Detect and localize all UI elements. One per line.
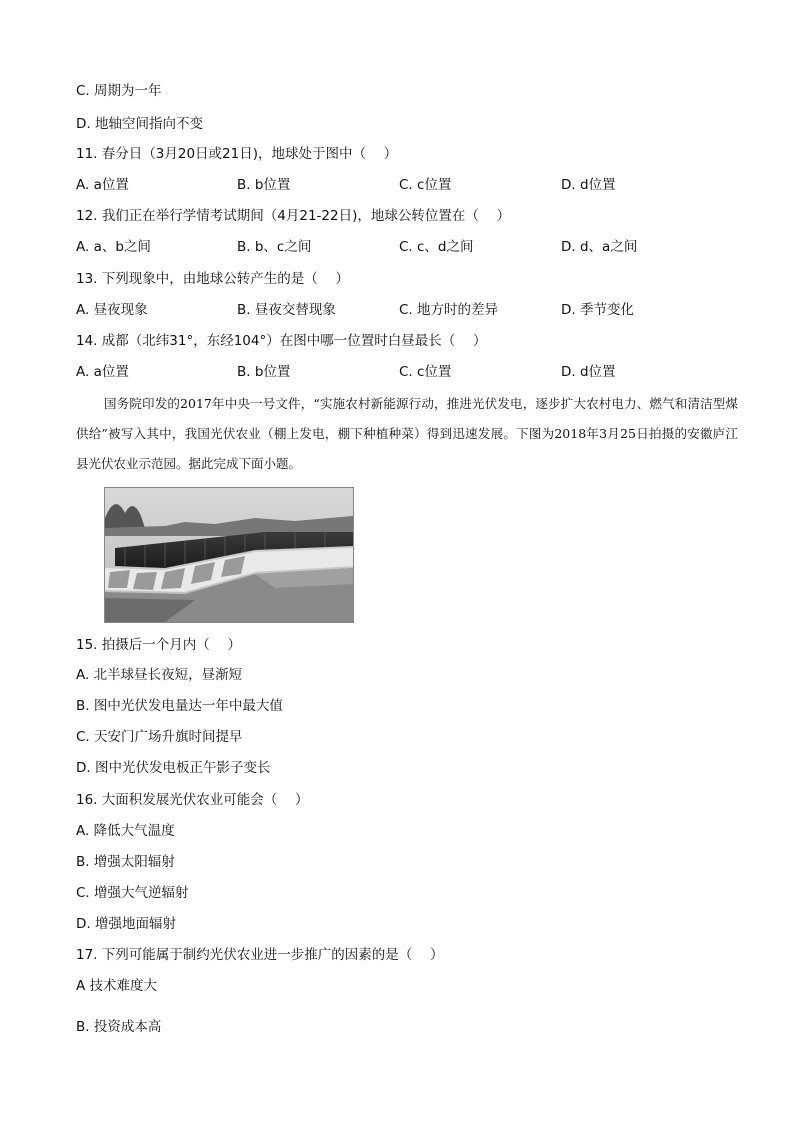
question-13: 13. 下列现象中，由地球公转产生的是（ ） [76,271,350,287]
q12-option-c: C. c、d之间 [399,239,474,255]
question-17: 17. 下列可能属于制约光伏农业进一步推广的因素的是（ ） [76,947,444,963]
question-11: 11. 春分日（3月20日或21日)，地球处于图中（ ） [76,146,398,162]
q14-option-d: D. d位置 [561,364,616,380]
q11-option-d: D. d位置 [561,177,616,193]
q17-option-a: A 技术难度大 [76,978,158,994]
q13-option-d: D. 季节变化 [561,302,634,318]
q15-option-c: C. 天安门广场升旗时间提早 [76,729,243,745]
q15-option-d: D. 图中光伏发电板正午影子变长 [76,760,271,776]
q14-option-a: A. a位置 [76,364,129,380]
q12-option-d: D. d、a之间 [561,239,638,255]
q16-option-d: D. 增强地面辐射 [76,916,176,932]
q11-option-b: B. b位置 [237,177,291,193]
q12-option-b: B. b、c之间 [237,239,312,255]
q14-option-b: B. b位置 [237,364,291,380]
question-16: 16. 大面积发展光伏农业可能会（ ） [76,792,309,808]
q11-option-c: C. c位置 [399,177,452,193]
solar-farm-photo [104,487,354,623]
question-15: 15. 拍摄后一个月内（ ） [76,637,242,653]
solar-panel-greenhouse-image [105,488,353,622]
reading-passage: 国务院印发的2017年中央一号文件，“实施农村新能源行动，推进光伏发电，逐步扩大农村电力、燃气和清洁型煤供给”被写入其中，我国光伏农业（棚上发电，棚下种植种菜）得到迅速发展。下图为2018年3月25日拍摄的安徽庐江县光伏农业示范园。据此完成下面小题。 [76,396,738,471]
q15-option-b: B. 图中光伏发电量达一年中最大值 [76,698,283,714]
q16-option-c: C. 增强大气逆辐射 [76,885,189,901]
q15-option-a: A. 北半球昼长夜短，昼渐短 [76,667,243,683]
question-12: 12. 我们正在举行学情考试期间（4月21-22日)，地球公转位置在（ ） [76,208,511,224]
q13-option-c: C. 地方时的差异 [399,302,499,318]
q16-option-b: B. 增强太阳辐射 [76,854,175,870]
q17-option-b: B. 投资成本高 [76,1019,162,1035]
q14-option-c: C. c位置 [399,364,452,380]
q12-option-a: A. a、b之间 [76,239,151,255]
q13-option-a: A. 昼夜现象 [76,302,148,318]
q16-option-a: A. 降低大气温度 [76,823,175,839]
question-14: 14. 成都（北纬31°，东经104°）在图中哪一位置时白昼最长（ ） [76,333,487,349]
q10-option-d: D. 地轴空间指向不变 [76,116,203,132]
q11-option-a: A. a位置 [76,177,129,193]
q10-option-c: C. 周期为一年 [76,83,162,99]
q13-option-b: B. 昼夜交替现象 [237,302,336,318]
